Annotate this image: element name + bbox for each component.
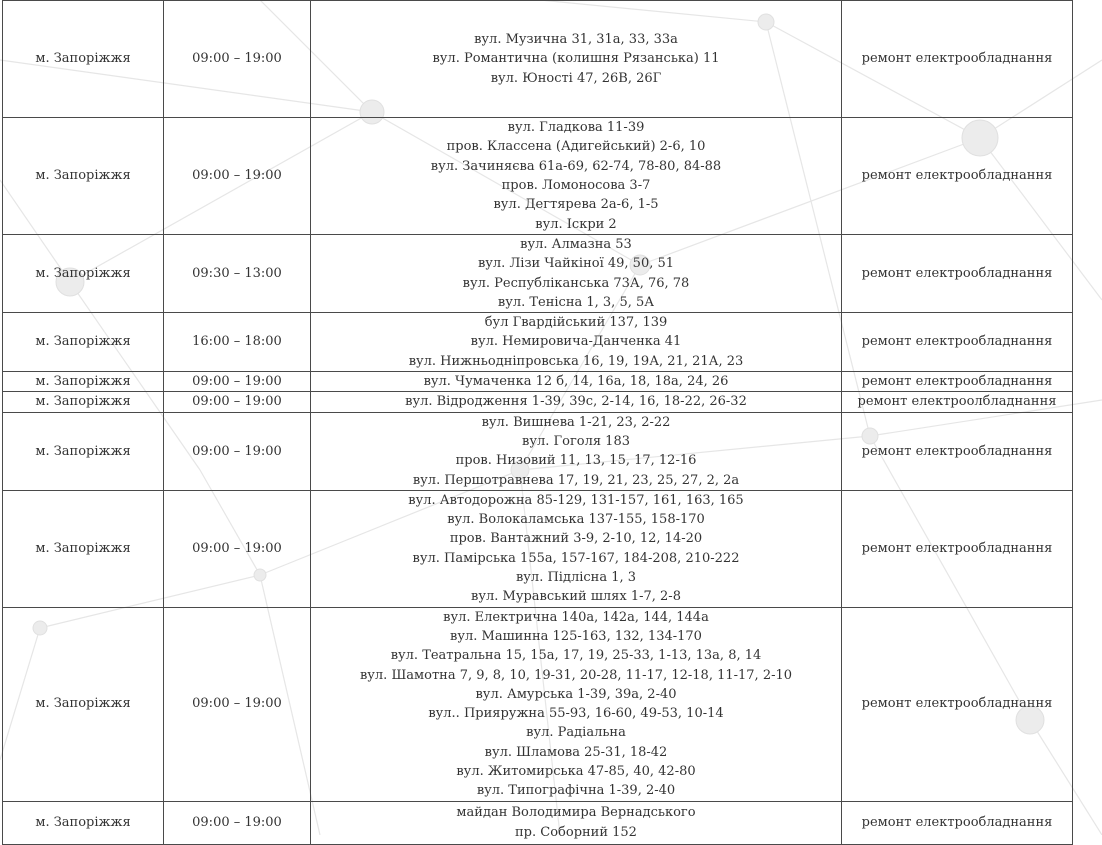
addresses-cell xyxy=(311,235,842,313)
work-type-cell: ремонт електрообладнання xyxy=(842,372,1073,392)
addresses-cell xyxy=(311,607,842,801)
outage-schedule-body xyxy=(3,1,1073,845)
address-line: бул Гвардійський 137, 139 xyxy=(484,315,668,331)
addresses-cell xyxy=(311,392,842,412)
city-cell: м. Запоріжжя xyxy=(3,490,164,607)
addresses-cell xyxy=(311,1,842,118)
work-type-cell: ремонт електрообладнання xyxy=(842,801,1073,844)
address-line: майдан Володимира Вернадського xyxy=(456,805,696,821)
address-line: вул.. Прияружна 55-93, 16-60, 49-53, 10-14 xyxy=(428,706,724,722)
address-line: вул. Алмазна 53 xyxy=(520,237,632,252)
addresses-cell xyxy=(311,490,842,607)
address-line: вул. Амурська 1-39, 39а, 2-40 xyxy=(475,686,677,702)
table-row xyxy=(3,118,1073,235)
time-cell: 09:00 – 19:00 xyxy=(164,372,311,392)
time-cell: 09:00 – 19:00 xyxy=(164,801,311,844)
address-line: вул. Вишнева 1-21, 23, 2-22 xyxy=(481,414,671,430)
address-line: пров. Вантажний 3-9, 2-10, 12, 14-20 xyxy=(449,531,703,547)
work-type-cell: ремонт електрообладнання xyxy=(842,607,1073,801)
addresses-cell xyxy=(311,372,842,392)
time-cell: 09:00 – 19:00 xyxy=(164,412,311,490)
table-row xyxy=(3,235,1073,313)
address-line: пров. Низовий 11, 13, 15, 17, 12-16 xyxy=(455,453,697,469)
work-type-cell: ремонт електроолбладнання xyxy=(842,392,1073,412)
address-line: вул. Іскри 2 xyxy=(535,216,617,232)
city-cell: м. Запоріжжя xyxy=(3,1,164,118)
table-row xyxy=(3,412,1073,490)
work-type-cell: ремонт електрообладнання xyxy=(842,118,1073,235)
city-cell: м. Запоріжжя xyxy=(3,118,164,235)
address-line: вул. Радіальна xyxy=(526,725,626,741)
address-line: вул. Першотравнева 17, 19, 21, 23, 25, 27, 2, 2а xyxy=(412,472,740,488)
work-type-cell: ремонт електрообладнання xyxy=(842,490,1073,607)
table-row xyxy=(3,313,1073,372)
city-cell: м. Запоріжжя xyxy=(3,801,164,844)
address-line: вул. Типографічна 1-39, 2-40 xyxy=(476,783,676,799)
address-line: пров. Классена (Адигейський) 2-6, 10 xyxy=(446,139,706,155)
work-type-cell: ремонт електрообладнання xyxy=(842,313,1073,372)
address-line: вул. Нижньодніпровська 16, 19, 19А, 21, 21А, 23 xyxy=(408,353,744,369)
address-line: вул. Муравський шлях 1-7, 2-8 xyxy=(471,589,681,605)
address-line: вул. Памірська 155а, 157-167, 184-208, 210-222 xyxy=(412,550,740,566)
time-cell: 09:00 – 19:00 xyxy=(164,490,311,607)
work-type-cell: ремонт електрообладнання xyxy=(842,235,1073,313)
time-cell: 09:00 – 19:00 xyxy=(164,1,311,118)
address-line: вул. Театральна 15, 15а, 17, 19, 25-33, 1-13, 13а, 8, 14 xyxy=(390,648,762,664)
address-line: вул. Чумаченка 12 б, 14, 16а, 18, 18а, 24, 26 xyxy=(423,374,729,390)
address-line: вул. Музична 31, 31а, 33, 33а xyxy=(474,32,678,48)
address-line: вул. Романтична (колишня Рязанська) 11 xyxy=(432,51,720,67)
time-cell: 09:00 – 19:00 xyxy=(164,118,311,235)
addresses-cell xyxy=(311,118,842,235)
time-cell: 16:00 – 18:00 xyxy=(164,313,311,372)
address-line: вул. Зачиняєва 61а-69, 62-74, 78-80, 84-88 xyxy=(430,158,722,174)
address-line: вул. Гладкова 11-39 xyxy=(507,120,645,136)
address-line: вул. Шламова 25-31, 18-42 xyxy=(484,744,668,760)
city-cell: м. Запоріжжя xyxy=(3,372,164,392)
address-line: вул. Юності 47, 26В, 26Г xyxy=(490,70,662,86)
city-cell: м. Запоріжжя xyxy=(3,412,164,490)
city-cell: м. Запоріжжя xyxy=(3,607,164,801)
time-cell: 09:00 – 19:00 xyxy=(164,392,311,412)
address-line: вул. Машинна 125-163, 132, 134-170 xyxy=(450,628,702,644)
address-line: вул. Немировича-Данченка 41 xyxy=(470,334,682,350)
address-line: вул. Волокаламська 137-155, 158-170 xyxy=(447,512,705,528)
address-line: вул. Тенісна 1, 3, 5, 5А xyxy=(497,294,655,310)
address-line: пров. Ломоносова 3-7 xyxy=(501,178,651,193)
table-row xyxy=(3,607,1073,801)
address-line: вул. Житомирська 47-85, 40, 42-80 xyxy=(456,764,696,780)
work-type-cell: ремонт електрообладнання xyxy=(842,1,1073,118)
address-line: вул. Лізи Чайкіної 49, 50, 51 xyxy=(477,256,675,272)
address-line: вул. Гоголя 183 xyxy=(522,433,630,449)
addresses-cell xyxy=(311,412,842,490)
table-row xyxy=(3,372,1073,392)
address-line: вул. Шамотна 7, 9, 8, 10, 19-31, 20-28, 11-17, 12-18, 11-17, 2-10 xyxy=(359,667,793,683)
address-line: пр. Соборний 152 xyxy=(515,824,637,840)
address-line: вул. Автодорожна 85-129, 131-157, 161, 163, 165 xyxy=(408,492,744,508)
time-cell: 09:00 – 19:00 xyxy=(164,607,311,801)
address-line: вул. Електрична 140а, 142а, 144, 144а xyxy=(443,609,709,625)
work-type-cell: ремонт електрообладнання xyxy=(842,412,1073,490)
address-line: вул. Республіканська 73А, 76, 78 xyxy=(462,275,690,291)
table-row xyxy=(3,392,1073,412)
city-cell: м. Запоріжжя xyxy=(3,392,164,412)
table-row xyxy=(3,1,1073,118)
city-cell: м. Запоріжжя xyxy=(3,313,164,372)
time-cell: 09:30 – 13:00 xyxy=(164,235,311,313)
table-row xyxy=(3,801,1073,844)
addresses-cell xyxy=(311,801,842,844)
address-line: вул. Підлісна 1, 3 xyxy=(515,570,637,586)
addresses-cell xyxy=(311,313,842,372)
city-cell: м. Запоріжжя xyxy=(3,235,164,313)
address-line: вул. Відродження 1-39, 39с, 2-14, 16, 18-22, 26-32 xyxy=(405,394,747,410)
outage-schedule-table xyxy=(2,0,1073,845)
table-row xyxy=(3,490,1073,607)
address-line: вул. Дегтярева 2а-6, 1-5 xyxy=(493,197,659,213)
